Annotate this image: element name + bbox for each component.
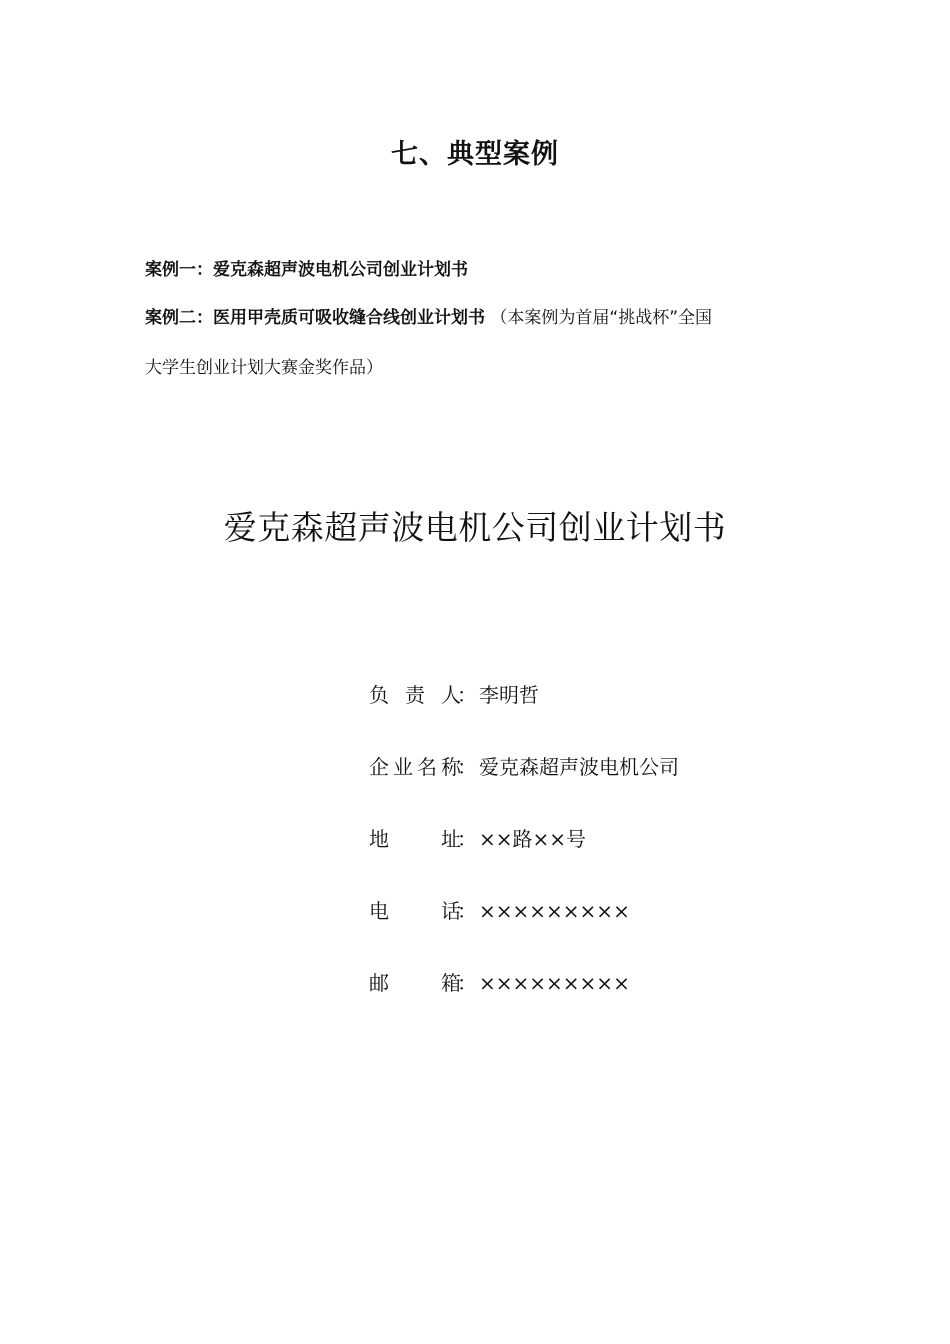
- info-colon: ：: [457, 755, 477, 779]
- cover-info-block: [369, 680, 789, 1040]
- info-row-address: [369, 824, 789, 896]
- document-title: 爱克森超声波电机公司创业计划书: [223, 508, 727, 547]
- info-colon: ：: [457, 971, 477, 995]
- case-item-1: [145, 258, 815, 282]
- info-row-phone: [369, 896, 789, 968]
- case-1-title: 案例一：爱克森超声波电机公司创业计划书: [145, 260, 468, 280]
- case-item-2-continuation: [145, 356, 815, 380]
- info-row-company-name: [369, 752, 789, 824]
- info-label: [369, 896, 477, 968]
- info-value: 爱克森超声波电机公司: [479, 755, 679, 779]
- info-label: [369, 680, 477, 752]
- info-label-text: 负 责 人: [369, 683, 461, 707]
- info-value: ×××××××××: [479, 899, 630, 923]
- info-label-text: 邮 箱: [369, 971, 461, 995]
- info-label-text: 电 话: [369, 899, 461, 923]
- case-2-note: （本案例为首届“挑战杯”全国: [490, 308, 713, 328]
- info-value: ×××××××××: [479, 971, 630, 995]
- case-2-note-continuation: 大学生创业计划大赛金奖作品）: [145, 358, 383, 378]
- info-label: [369, 968, 477, 1040]
- info-label-text: 地 址: [369, 827, 461, 851]
- info-value: ××路××号: [479, 827, 587, 851]
- info-value: 李明哲: [479, 683, 539, 707]
- info-colon: ：: [457, 899, 477, 923]
- info-label: [369, 752, 477, 824]
- info-label-text: 企业名称: [369, 755, 461, 779]
- info-row-email: [369, 968, 789, 1040]
- case-2-title: 案例二：医用甲壳质可吸收缝合线创业计划书: [145, 308, 485, 328]
- info-label: [369, 824, 477, 896]
- info-colon: ：: [457, 683, 477, 707]
- info-colon: ：: [457, 827, 477, 851]
- info-row-responsible-person: [369, 680, 789, 752]
- section-heading: 七、典型案例: [391, 139, 559, 170]
- case-item-2: [145, 306, 815, 330]
